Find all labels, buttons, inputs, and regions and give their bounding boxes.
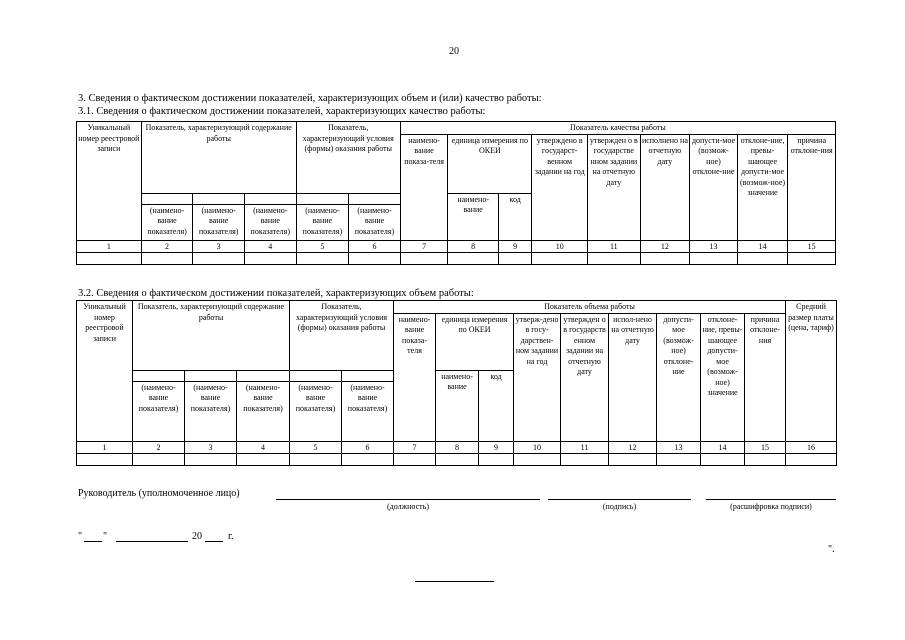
sub-header: (наимено-вание показателя): [342, 381, 394, 441]
unit-name-header: наимено-вание: [436, 370, 479, 441]
column-number: 7: [394, 441, 436, 454]
page-number: 20: [449, 46, 459, 57]
signature-line: [548, 499, 691, 500]
average-price-header: Средний размер платы (цена, тариф): [786, 301, 837, 442]
column-number: 4: [237, 441, 290, 454]
quality-indicator-group-header: Показатель качества работы: [400, 122, 835, 135]
column-number: 11: [588, 240, 641, 253]
quality-indicators-table: [76, 121, 836, 265]
column-number: 10: [514, 441, 561, 454]
exceeding-deviation-header: отклоне-ние, превы-шающее допусти-мое (возмож-ное) значение: [737, 134, 788, 240]
position-line: [276, 499, 540, 500]
column-number: 3: [193, 240, 245, 253]
approved-date-header: утвержден о в государстве нном задании на отчетную дату: [588, 134, 641, 240]
column-number: 5: [290, 441, 342, 454]
column-number: 13: [657, 441, 701, 454]
sub-header: (наимено-вание показателя): [237, 381, 290, 441]
column-number: 4: [244, 240, 296, 253]
section-3-title: 3. Сведения о фактическом достижении показателей, характеризующих объем и (или) качество работы:: [78, 93, 542, 104]
column-number: 12: [609, 441, 657, 454]
date-month-line: [116, 541, 188, 542]
column-number: 8: [448, 240, 499, 253]
volume-indicators-table: [76, 300, 837, 466]
sub-header: (наимено-вание показателя): [244, 204, 296, 240]
column-number: 16: [786, 441, 837, 454]
column-number: 1: [77, 441, 133, 454]
column-number: 1: [77, 240, 142, 253]
column-number: 8: [436, 441, 479, 454]
unique-number-header: Уникальный номер реестровой записи: [77, 301, 133, 442]
table-row: [77, 454, 837, 466]
column-number: 5: [296, 240, 349, 253]
sub-header: (наимено-вание показателя): [349, 204, 401, 240]
unit-header: единица измерения по ОКЕИ: [448, 134, 532, 193]
sub-header: (наимено-вание показателя): [193, 204, 245, 240]
date-year-prefix: 20: [192, 531, 202, 542]
footnote-separator: [415, 581, 494, 582]
date-day-line: [84, 541, 102, 542]
column-number: 6: [349, 240, 401, 253]
content-indicator-header: Показатель, характеризующий содержание работы: [141, 122, 296, 194]
sub-header: (наимено-вание показателя): [141, 204, 193, 240]
column-number: 9: [479, 441, 514, 454]
sub-header: (наимено-вание показателя): [290, 381, 342, 441]
conditions-indicator-header: Показатель, характеризующий условия (формы) оказания работы: [296, 122, 400, 194]
column-number: 13: [690, 240, 738, 253]
content-indicator-header: Показатель, характеризующий содержание работы: [133, 301, 290, 371]
deviation-reason-header: причина отклоне-ния: [788, 134, 836, 240]
exceeding-deviation-header: отклоне-ние, превы-шающее допусти-мое (возмож-ное) значение: [701, 313, 745, 441]
allowed-deviation-header: допусти-мое (возмож-ное) отклоне-ние: [690, 134, 738, 240]
approved-year-header: утверждено в государст-венном задании на год: [532, 134, 588, 240]
executed-header: испол-нено на отчетную дату: [609, 313, 657, 441]
unit-header: единица измерения по ОКЕИ: [436, 313, 514, 370]
unit-code-header: код: [479, 370, 514, 441]
date-quote-close: ": [103, 531, 108, 542]
column-number: 3: [185, 441, 237, 454]
approved-year-header: утверж-дено в госу-дарствен-ном задании на год: [514, 313, 561, 441]
approved-date-header: утвержден о в государств енном задании на отчетную дату: [561, 313, 609, 441]
sub-header: (наимено-вание показателя): [133, 381, 185, 441]
position-caption: (должность): [387, 502, 429, 511]
deviation-reason-header: причина отклоне-ния: [745, 313, 786, 441]
executed-header: исполнено на отчетную дату: [640, 134, 690, 240]
column-number: 2: [133, 441, 185, 454]
column-number: 14: [701, 441, 745, 454]
decoding-line: [706, 499, 836, 500]
column-number: 14: [737, 240, 788, 253]
date-year-suffix: г.: [228, 531, 234, 542]
column-number: 10: [532, 240, 588, 253]
table-row: [77, 253, 836, 265]
indicator-name-header: наимено-вание показа-теля: [394, 313, 436, 441]
end-mark: ".: [828, 544, 835, 555]
date-quote-open: ": [78, 531, 83, 542]
section-3-2-title: 3.2. Сведения о фактическом достижении показателей, характеризующих объем работы:: [78, 288, 474, 299]
signature-caption: (подпись): [602, 502, 637, 511]
indicator-name-header: наимено-вание показа-теля: [400, 134, 448, 240]
unit-code-header: код: [498, 193, 531, 240]
column-number: 15: [745, 441, 786, 454]
section-3-1-title: 3.1. Сведения о фактическом достижении показателей, характеризующих качество работы:: [78, 106, 486, 117]
unit-name-header: наимено-вание: [448, 193, 499, 240]
allowed-deviation-header: допусти-мое (возмож-ное) отклоне-ние: [657, 313, 701, 441]
unique-number-header: Уникальный номер реестровой записи: [77, 122, 142, 241]
date-year-line: [205, 541, 223, 542]
column-number: 15: [788, 240, 836, 253]
column-number: 12: [640, 240, 690, 253]
column-number: 7: [400, 240, 448, 253]
sub-header: (наимено-вание показателя): [185, 381, 237, 441]
conditions-indicator-header: Показатель, характеризующий условия (формы) оказания работы: [290, 301, 394, 371]
volume-indicator-group-header: Показатель объема работы: [394, 301, 786, 314]
column-number: 6: [342, 441, 394, 454]
column-number: 9: [498, 240, 531, 253]
decoding-caption: (расшифровка подписи): [730, 502, 812, 511]
sub-header: (наимено-вание показателя): [296, 204, 349, 240]
column-number: 2: [141, 240, 193, 253]
head-label: Руководитель (уполномоченное лицо): [78, 488, 240, 499]
column-number: 11: [561, 441, 609, 454]
